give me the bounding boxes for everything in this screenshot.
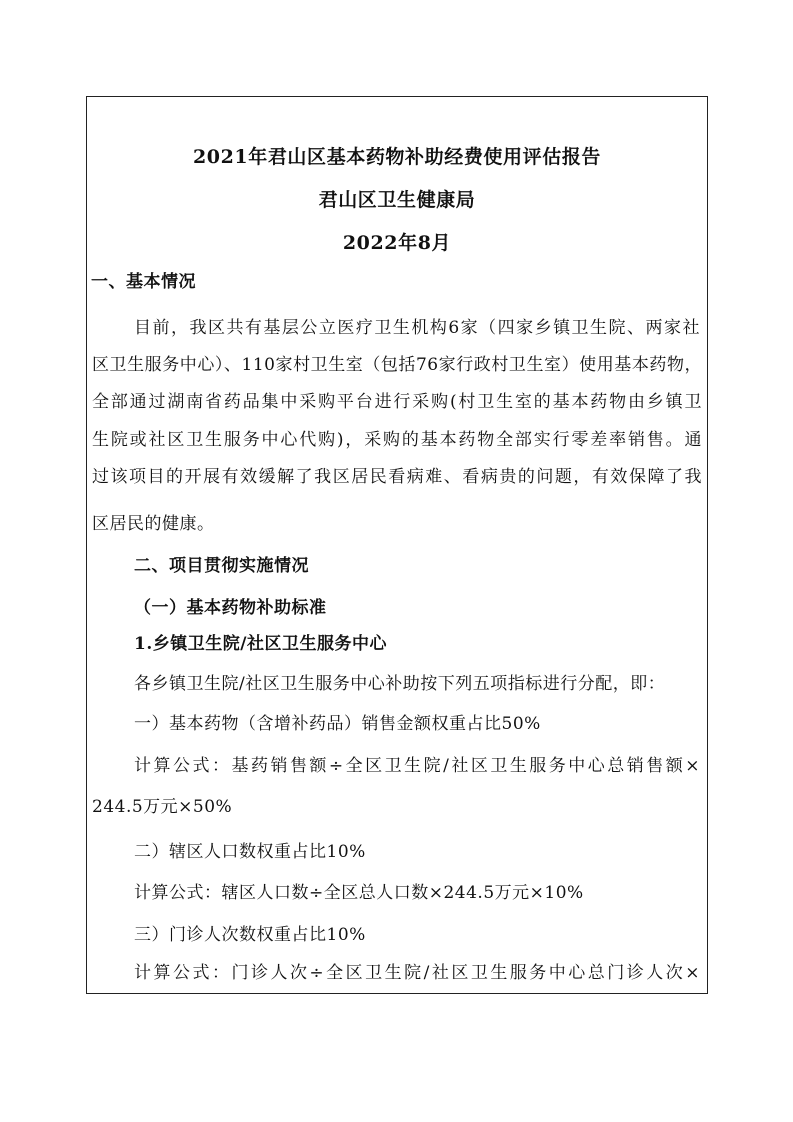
document-author: 君山区卫生健康局 (318, 189, 476, 211)
formula-line: 计算公式：辖区人口数÷全区总人口数×244.5万元×10% (134, 883, 584, 903)
paragraph-line: 过该项目的开展有效缓解了我区居民看病难、看病贵的问题，有效保障了我 (92, 467, 702, 487)
paragraph-line: 目前，我区共有基层公立医疗卫生机构6家（四家乡镇卫生院、两家社 (134, 318, 700, 338)
section-heading-basic-situation: 一、基本情况 (91, 272, 196, 292)
indicator-line: 三）门诊人次数权重占比10% (134, 925, 366, 945)
paragraph-line: 区卫生服务中心）、110家村卫生室（包括76家行政村卫生室）使用基本药物， (92, 355, 702, 375)
indicator-line: 二）辖区人口数权重占比10% (134, 842, 366, 862)
item-heading-township-hospital: 1.乡镇卫生院/社区卫生服务中心 (134, 634, 387, 654)
formula-line: 244.5万元×50% (92, 797, 233, 817)
document-date: 2022年8月 (342, 232, 452, 254)
paragraph-line: 区居民的健康。 (92, 514, 215, 534)
document-title: 2021年君山区基本药物补助经费使用评估报告 (192, 146, 602, 168)
subsection-heading-subsidy-standard: （一）基本药物补助标准 (134, 598, 327, 618)
paragraph-line: 生院或社区卫生服务中心代购)，采购的基本药物全部实行零差率销售。通 (92, 430, 702, 450)
indicator-line: 一）基本药物（含增补药品）销售金额权重占比50% (134, 714, 541, 734)
paragraph-line: 全部通过湖南省药品集中采购平台进行采购(村卫生室的基本药物由乡镇卫 (92, 392, 702, 412)
formula-line: 计算公式：基药销售额÷全区卫生院/社区卫生服务中心总销售额× (134, 756, 700, 776)
formula-line: 计算公式：门诊人次÷全区卫生院/社区卫生服务中心总门诊人次× (134, 963, 700, 983)
section-heading-implementation: 二、项目贯彻实施情况 (134, 556, 309, 576)
item-intro: 各乡镇卫生院/社区卫生服务中心补助按下列五项指标进行分配，即： (134, 674, 666, 694)
